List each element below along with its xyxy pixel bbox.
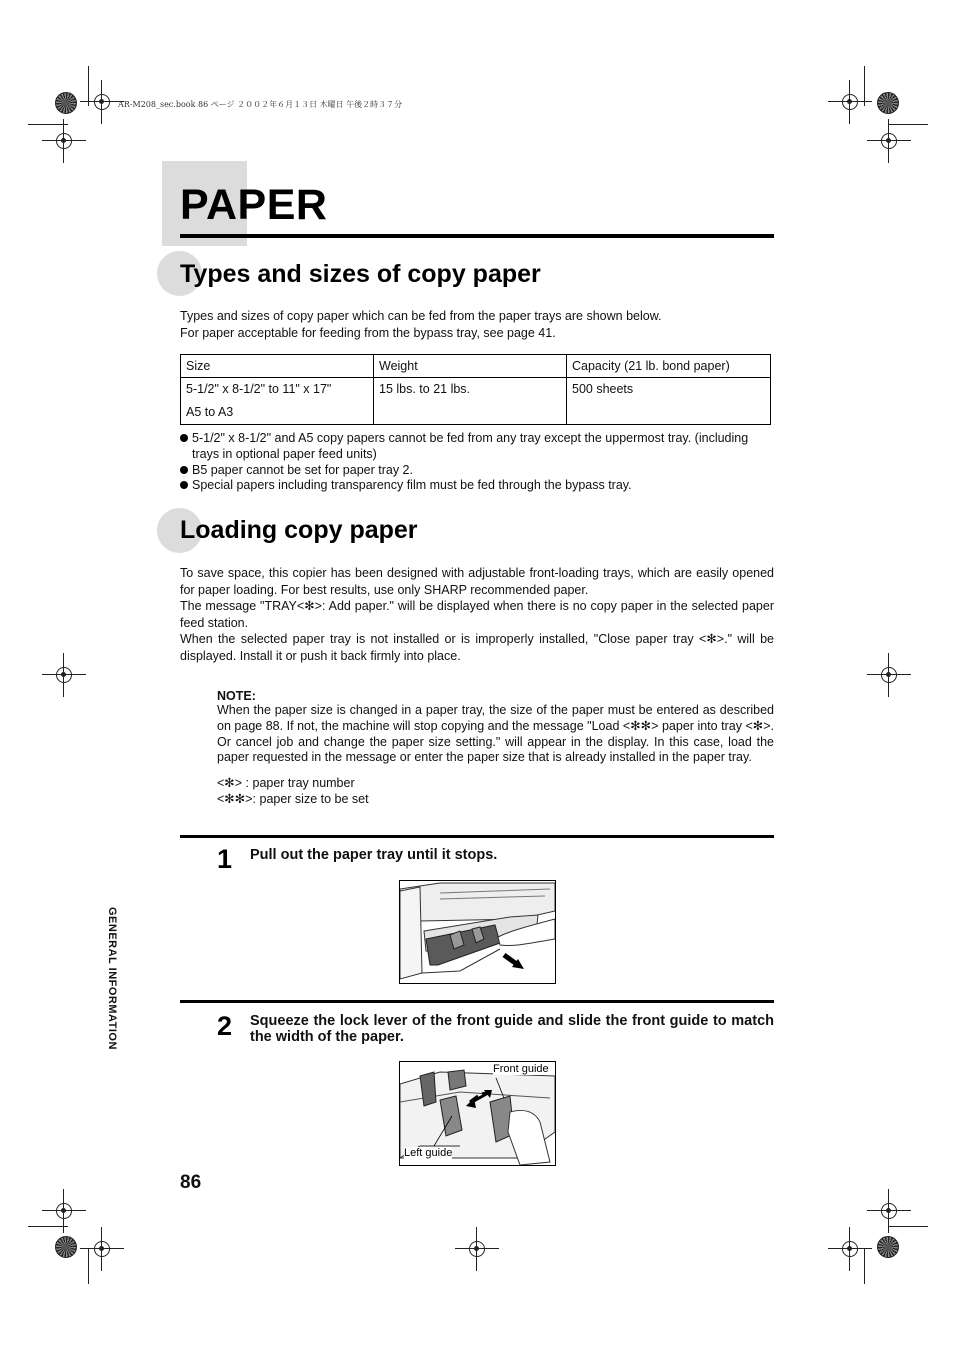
page-title: PAPER bbox=[180, 181, 328, 229]
table-cell-weight: 15 lbs. to 21 lbs. bbox=[374, 378, 567, 425]
front-guide-label: Front guide bbox=[493, 1063, 549, 1075]
intro-line-2: For paper acceptable for feeding from the bypass tray, see page 41. bbox=[180, 325, 556, 340]
bullet-text: 5-1/2" x 8-1/2" and A5 copy papers cannot be fed from any tray except the uppermost tray. (including trays in optional paper feed units) bbox=[192, 431, 749, 461]
front-guide-illustration bbox=[399, 1061, 556, 1166]
size-range-metric: A5 to A3 bbox=[186, 405, 234, 419]
section-heading-types: Types and sizes of copy paper bbox=[180, 260, 541, 288]
loading-para-2: The message "TRAY<✻>: Add paper." will be displayed when there is no copy paper in the selected paper feed station. bbox=[180, 599, 774, 630]
crop-line bbox=[864, 1248, 865, 1284]
registration-mark bbox=[828, 1227, 872, 1271]
crop-line bbox=[888, 1226, 928, 1227]
registration-mark bbox=[828, 80, 872, 124]
table-header-cell: Capacity (21 lb. bond paper) bbox=[567, 355, 771, 378]
loading-para-1: To save space, this copier has been designed with adjustable front-loading trays, which are easily opened for paper loading. For best results, use only SHARP recommended paper. bbox=[180, 566, 774, 597]
color-dial-mark bbox=[55, 92, 77, 114]
section2-body bbox=[180, 565, 774, 664]
legend-tray-number: <✻> : paper tray number bbox=[217, 776, 355, 791]
registration-mark bbox=[455, 1227, 499, 1271]
bullet-dot bbox=[180, 466, 188, 474]
table-row bbox=[181, 378, 771, 425]
registration-mark bbox=[42, 653, 86, 697]
color-dial-mark bbox=[55, 1236, 77, 1258]
color-dial-mark bbox=[877, 1236, 899, 1258]
note-label: NOTE: bbox=[217, 689, 256, 703]
copier-tray-drawing bbox=[400, 881, 555, 983]
crop-line bbox=[864, 66, 865, 106]
crop-line bbox=[28, 1226, 68, 1227]
crop-line bbox=[88, 66, 89, 106]
page-number: 86 bbox=[180, 1172, 202, 1193]
table-cell-capacity: 500 sheets bbox=[567, 378, 771, 425]
list-item bbox=[180, 430, 774, 462]
step-divider bbox=[180, 835, 774, 838]
registration-mark bbox=[42, 119, 86, 163]
file-info-header: AR-M208_sec.book 86 ページ ２００２年６月１３日 木曜日 午後２時３７分 bbox=[118, 100, 403, 109]
note-box bbox=[217, 689, 774, 807]
title-rule bbox=[180, 234, 774, 238]
size-range-inch: 5-1/2" x 8-1/2" to 11" x 17" bbox=[186, 382, 332, 396]
bullet-text: B5 paper cannot be set for paper tray 2. bbox=[192, 463, 413, 477]
list-item bbox=[180, 477, 774, 493]
crop-line bbox=[28, 124, 68, 125]
pull-tray-illustration bbox=[399, 880, 556, 984]
note-legend bbox=[217, 775, 774, 807]
registration-mark bbox=[867, 653, 911, 697]
loading-para-3: When the selected paper tray is not installed or is improperly installed, "Close paper tray <✻>." will be displayed. Install it or push it back firmly into place. bbox=[180, 632, 774, 663]
table-header-row bbox=[181, 355, 771, 378]
intro-line-1: Types and sizes of copy paper which can be fed from the paper trays are shown below. bbox=[180, 309, 662, 323]
bullet-dot bbox=[180, 434, 188, 442]
step-number: 1 bbox=[217, 844, 233, 874]
list-item bbox=[180, 462, 774, 478]
section1-intro bbox=[180, 308, 774, 341]
registration-mark bbox=[867, 119, 911, 163]
legend-paper-size: <✻✻>: paper size to be set bbox=[217, 792, 369, 807]
left-guide-label: Left guide bbox=[404, 1147, 453, 1159]
table-header-cell: Weight bbox=[374, 355, 567, 378]
crop-line bbox=[88, 1248, 89, 1284]
step-instruction: Pull out the paper tray until it stops. bbox=[250, 847, 498, 863]
bullet-dot bbox=[180, 481, 188, 489]
step-number: 2 bbox=[217, 1011, 233, 1041]
side-section-label: GENERAL INFORMATION bbox=[106, 907, 118, 1050]
step-instruction: Squeeze the lock lever of the front guide and slide the front guide to match the width of the paper. bbox=[250, 1013, 774, 1045]
bullet-text: Special papers including transparency film must be fed through the bypass tray. bbox=[192, 478, 632, 492]
crop-line bbox=[888, 124, 928, 125]
table-cell-size bbox=[181, 378, 374, 425]
paper-spec-table bbox=[180, 354, 771, 425]
color-dial-mark bbox=[877, 92, 899, 114]
note-text: When the paper size is changed in a paper tray, the size of the paper must be entered as described on page 88. If not, the machine will stop copying and the message "Load <✻✻> paper into tray <✻>. Or cancel job and change the paper size setting." will appear in the display. In this case, load the paper requested in the message or enter the paper size that is already installed in the paper tray. bbox=[217, 703, 774, 765]
registration-mark bbox=[80, 1227, 124, 1271]
table-header-cell: Size bbox=[181, 355, 374, 378]
step-divider bbox=[180, 1000, 774, 1003]
section-heading-loading: Loading copy paper bbox=[180, 516, 418, 544]
